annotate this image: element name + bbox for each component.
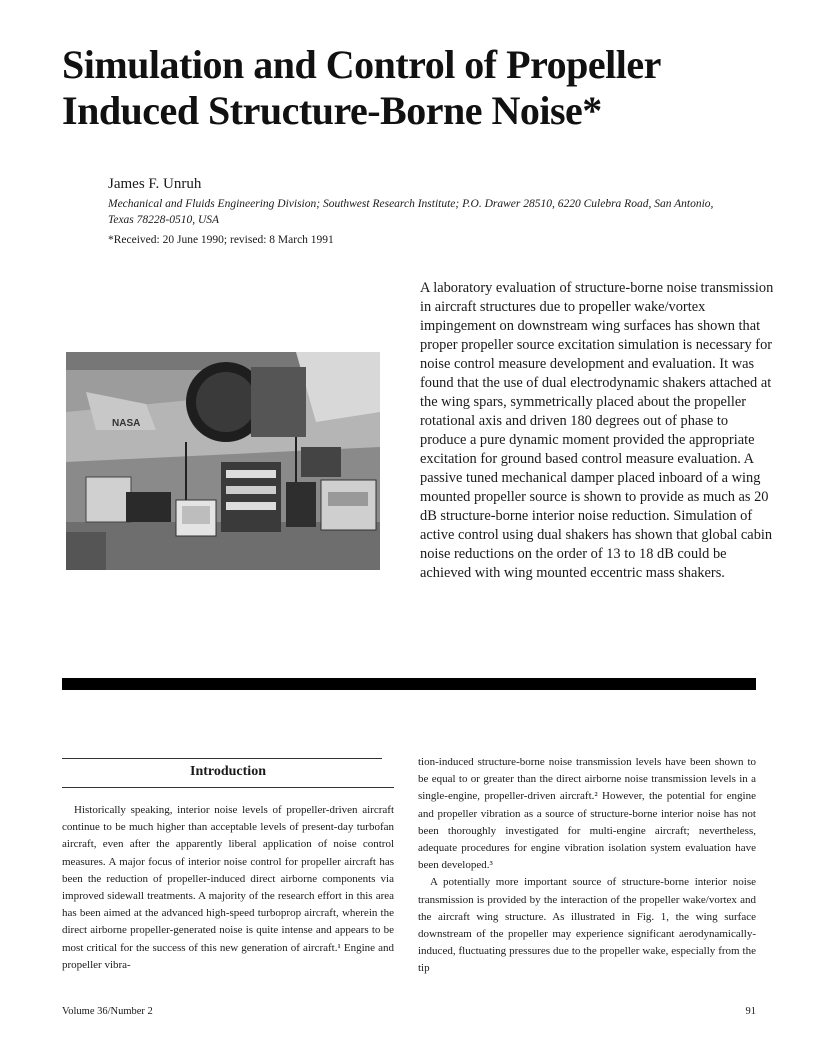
- received-dates: *Received: 20 June 1990; revised: 8 March 1991: [108, 234, 334, 246]
- paper-title: [62, 42, 782, 134]
- heading-rule-bottom: [62, 787, 394, 788]
- author-affiliation: Mechanical and Fluids Engineering Division; Southwest Research Institute; P.O. Drawer 28510, 6220 Culebra Road, San Antonio, Texas 78228-0510, USA: [108, 198, 714, 226]
- title-line-2: Induced Structure-Borne Noise*: [62, 88, 602, 133]
- body-column-right: [418, 754, 756, 978]
- author-name: James F. Unruh: [108, 176, 202, 192]
- paragraph: A potentially more important source of structure-borne interior noise transmission is provided by the interaction of the propeller wake/vortex and the aircraft wing structure. As illustrated in Fig. 1, the wing surface downstream of the propeller may experience significant aerodynamically-induced, fluctuating pressures due to the propeller wake, especially from the tip: [418, 876, 756, 975]
- section-divider-bar: [62, 678, 756, 690]
- page-number: 91: [745, 1006, 756, 1017]
- lab-equipment-photo: [66, 352, 380, 570]
- nasa-logo: NASA: [112, 418, 141, 429]
- journal-volume: Volume 36/Number 2: [62, 1006, 153, 1017]
- paragraph: Historically speaking, interior noise levels of propeller-driven aircraft continue to be much higher than acceptable levels of present-day turbofan aircraft, even after the apparently liberal application of noise control measures. A major focus of interior noise control for propeller aircraft has been the reduction of propeller-induced direct airborne components via improved sidewall treatments. A majority of the research effort in this area has been aimed at the advanced high-speed turboprop aircraft, wherein the direct airborne propeller-generated noise is quite intense and appears to be most critical for the success of this new generation of aircraft.¹ Engine and propeller vibra-: [62, 804, 394, 971]
- section-heading: Introduction: [190, 764, 266, 779]
- paragraph: tion-induced structure-borne noise transmission levels have been shown to be equal to or greater than the direct airborne noise transmission levels in a single-engine, propeller-driven aircraft.² However, the potential for engine and propeller vibration as a source of structure-borne interior noise has not been thoroughly investigated for multi-engine aircraft; nevertheless, adequate procedures for engine vibration isolation system evaluation have been developed.³: [418, 756, 756, 872]
- title-line-1: Simulation and Control of Propeller: [62, 42, 661, 87]
- body-column-left: [62, 802, 394, 974]
- author-block: [108, 176, 728, 246]
- heading-rule-top: [62, 758, 382, 759]
- abstract: A laboratory evaluation of structure-borne noise transmission in aircraft structures due to propeller wake/vortex impingement on downstream wing surfaces has shown that proper propeller source excitation simulation is necessary for noise control measure development and evaluation. It was found that the use of dual electrodynamic shakers attached at the wing spars, symmetrically placed about the propeller rotational axis and driven 180 degrees out of phase to produce a pure dynamic moment provided the appropriate excitation for ground based control measure evaluation. A passive tuned mechanical damper placed inboard of a wing mounted propeller source is shown to provide as much as 20 dB structure-borne interior noise reduction. Simulation of active control using dual shakers has shown that global cabin noise reductions on the order of 13 to 18 dB could be achieved with wing mounted eccentric mass shakers.: [420, 280, 774, 581]
